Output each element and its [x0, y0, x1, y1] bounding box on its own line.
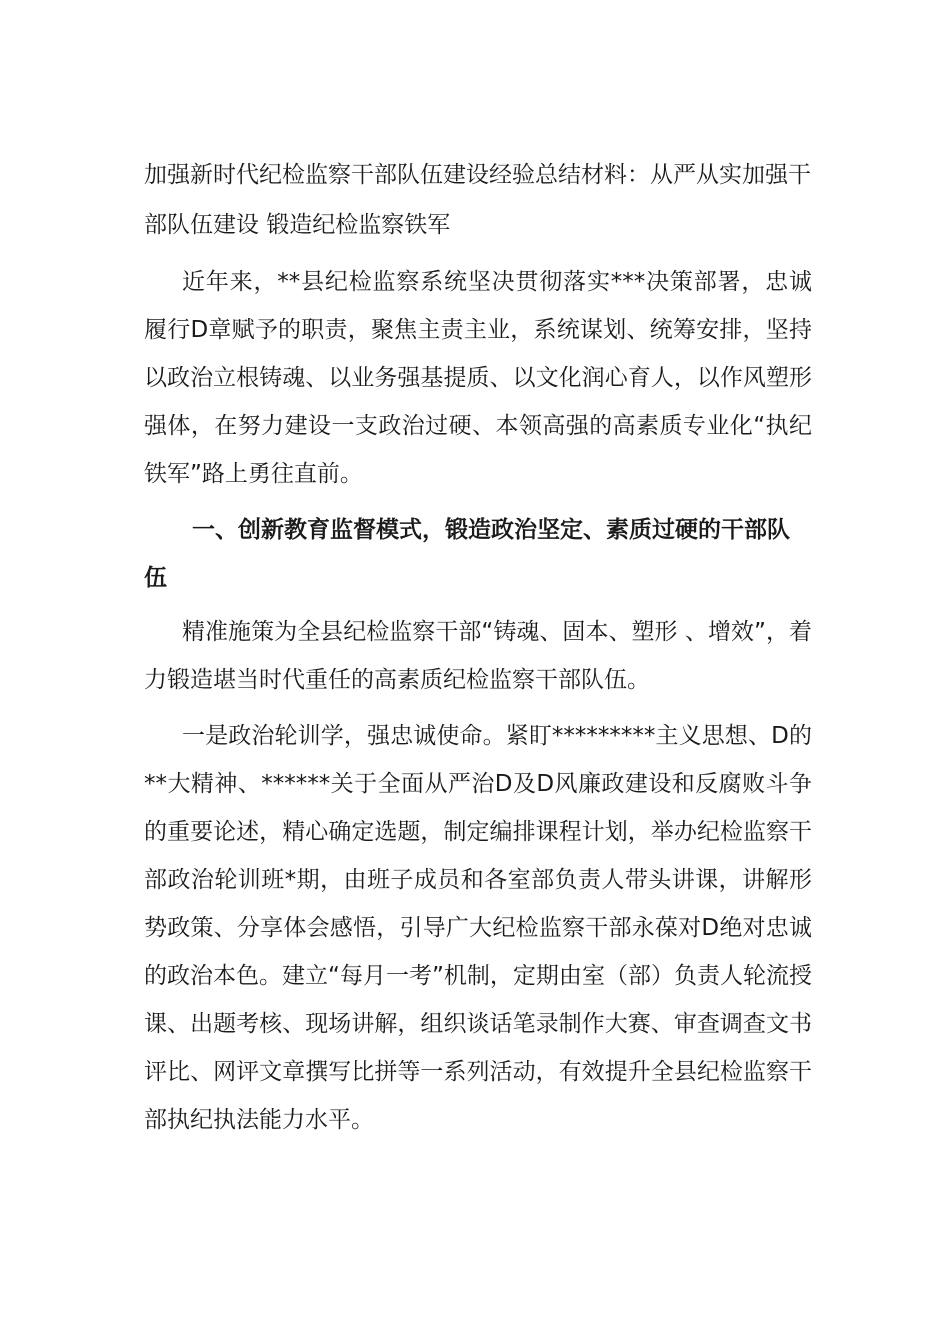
document-body — [144, 150, 812, 1152]
document-title: 加强新时代纪检监察干部队伍建设经验总结材料：从严从实加强干部队伍建设 锻造纪检监察铁军 — [144, 162, 811, 238]
intro-paragraph: 近年来，**县纪检监察系统坚决贯彻落实***决策部署，忠诚履行D章赋予的职责，聚焦主责主业，系统谋划、统筹安排，坚持以政治立根铸魂、以业务强基提质、以文化润心育人，以作风塑形强体，在努力建设一支政治过硬、本领高强的高素质专业化“执纪铁军”路上勇往直前。 — [144, 269, 812, 487]
section-heading-1: 一、创新教育监督模式，锻造政治坚定、素质过硬的干部队伍 — [144, 517, 790, 591]
section1-intro-paragraph: 精准施策为全县纪检监察干部“铸魂、固本、塑形 、增效”，着力锻造堪当时代重任的高素质纪检监察干部队伍。 — [144, 619, 812, 693]
section1-point1-paragraph: 一是政治轮训学，强忠诚使命。紧盯*********主义思想、D的**大精神、******关于全面从严治D及D风廉政建设和反腐败斗争的重要论述，精心确定选题，制定编排课程计划，举办纪检监察干部政治轮训班*期，由班子成员和各室部负责人带头讲课，讲解形势政策、分享体会感悟，引导广大纪检监察干部永葆对D绝对忠诚的政治本色。建立“每月一考”机制，定期由室（部）负责人轮流授课、出题考核、现场讲解，组织谈话笔录制作大赛、审查调查文书评比、网评文章撰写比拼等一系列活动，有效提升全县纪检监察干部执纪执法能力水平。 — [144, 723, 812, 1133]
